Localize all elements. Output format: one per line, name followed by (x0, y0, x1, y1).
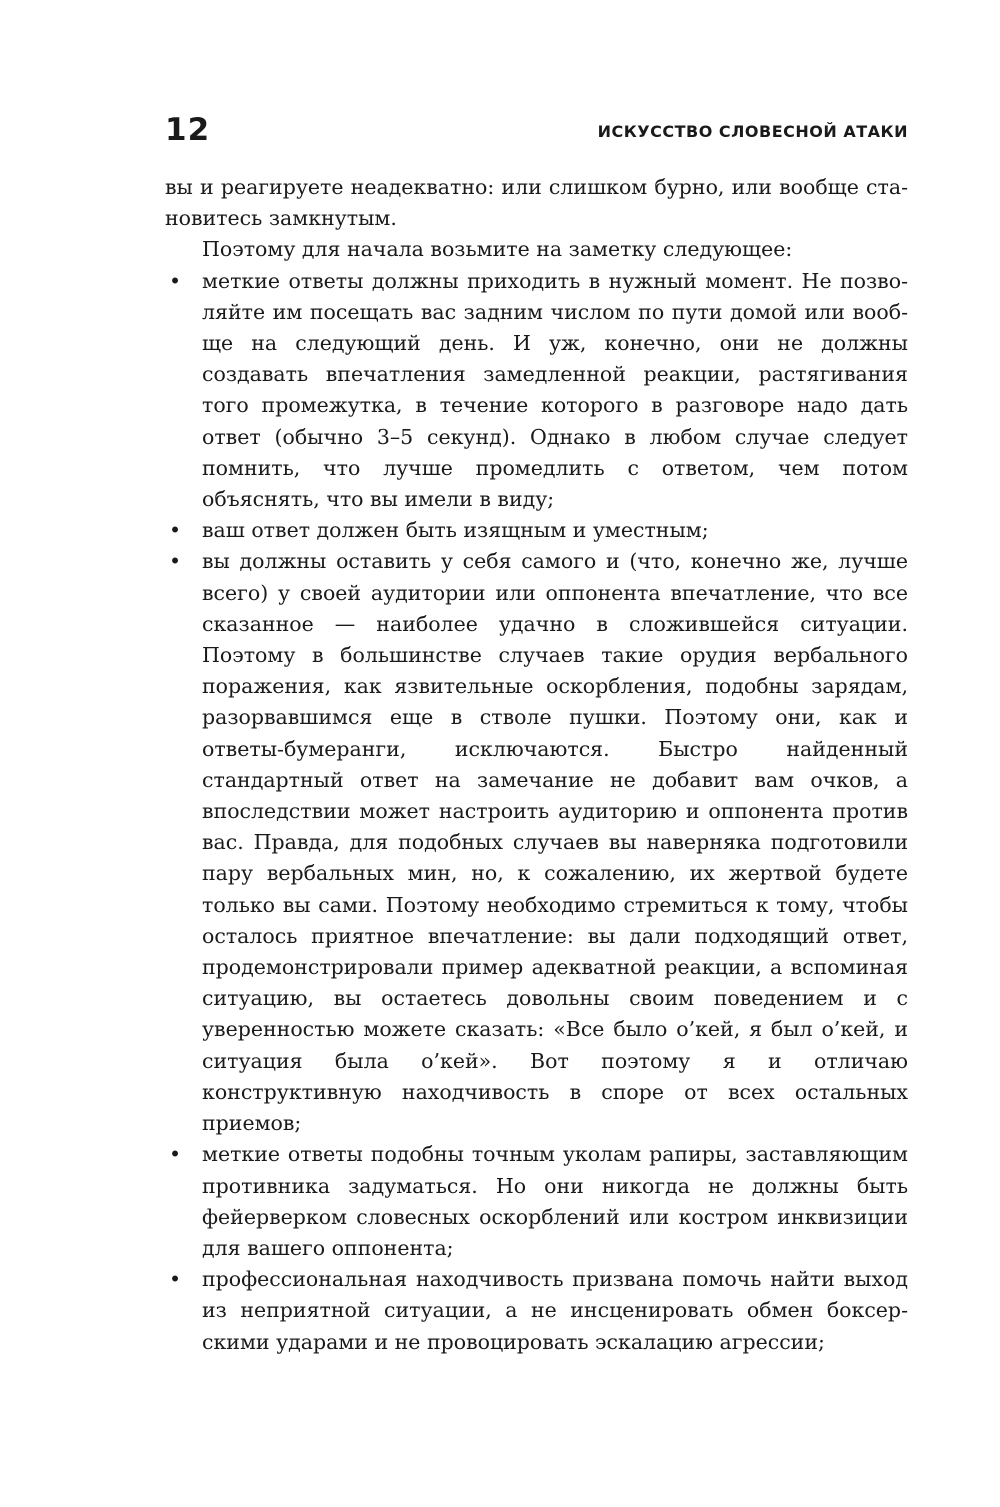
intro-paragraph: Поэтому для начала возьмите на заметку следующее: (202, 237, 793, 262)
bullet-text: меткие ответы должны приходить в нужный момент. Не позволяйте им посещать вас задним числом по пути домой или вообще на следующий день. И уж, конечно, они не должны создавать впечатления замедленной реакции, растягивания того промежутка, в течение которого в разговоре надо дать ответ (обычно 3–5 секунд). Однако в любом случае следует помнить, что лучше промедлить с ответом, чем потом объяснять, что вы имели в виду; (202, 268, 908, 512)
bullet-text: профессиональная находчивость призвана помочь найти выход из неприятной ситуации, а не инсценировать обмен боксерскими ударами и не провоцировать эскалацию агрессии; (202, 1267, 908, 1354)
bullet-icon: • (169, 549, 182, 574)
bullet-text: ваш ответ должен быть изящным и уместным; (202, 518, 709, 543)
bullet-text: меткие ответы подобны точным уколам рапиры, заставляющим противника задуматься. Но они никогда не должны быть фейерверком словесных оскорблений или костром инквизиции для вашего оппонента; (202, 1142, 908, 1260)
list-item (165, 1264, 908, 1358)
bullet-icon: • (169, 518, 182, 543)
list-item (165, 1139, 908, 1264)
list-item (165, 546, 908, 1139)
page-number: 12 (165, 112, 211, 148)
bullet-text: вы должны оставить у себя самого и (что, конечно же, лучше всего) у своей аудитории или оппонента впечатление, что все сказанное — наиболее удачно в сложившейся ситуации. Поэтому в большинстве случаев такие орудия вербального поражения, как язвительные оскорбления, подобны зарядам, разорвавшимся еще в стволе пушки. Поэтому они, как и ответы-бумеранги, исключаются. Быстро найденный стандартный ответ на замечание не добавит вам очков, а впоследствии может настроить аудиторию и оппонента против вас. Правда, для подобных случаев вы наверняка подготовили пару вербальных мин, но, к сожалению, их жертвой будете только вы сами. Поэтому необходимо стремиться к тому, чтобы осталось приятное впечатление: вы дали подходящий ответ, продемонстрировали пример адекватной реакции, а вспоминая ситуацию, вы остаетесь довольны своим поведением и с уверенностью можете сказать: «Все было о’кей, я был о’кей, и ситуация была о’кей». Вот поэтому я и отличаю конструктивную находчивость в споре от всех остальных приемов; (202, 549, 908, 1136)
bullet-icon: • (169, 268, 182, 293)
list-item (165, 515, 908, 546)
bullet-icon: • (169, 1142, 182, 1167)
bullet-list (165, 266, 908, 1358)
list-item (165, 266, 908, 516)
bullet-icon: • (169, 1267, 182, 1292)
running-title: ИСКУССТВО СЛОВЕСНОЙ АТАКИ (597, 122, 908, 141)
body-text (165, 172, 908, 1358)
continuation-paragraph: вы и реагируете неадекватно: или слишком бурно, или вообще становитесь замкнутым. (165, 175, 908, 231)
